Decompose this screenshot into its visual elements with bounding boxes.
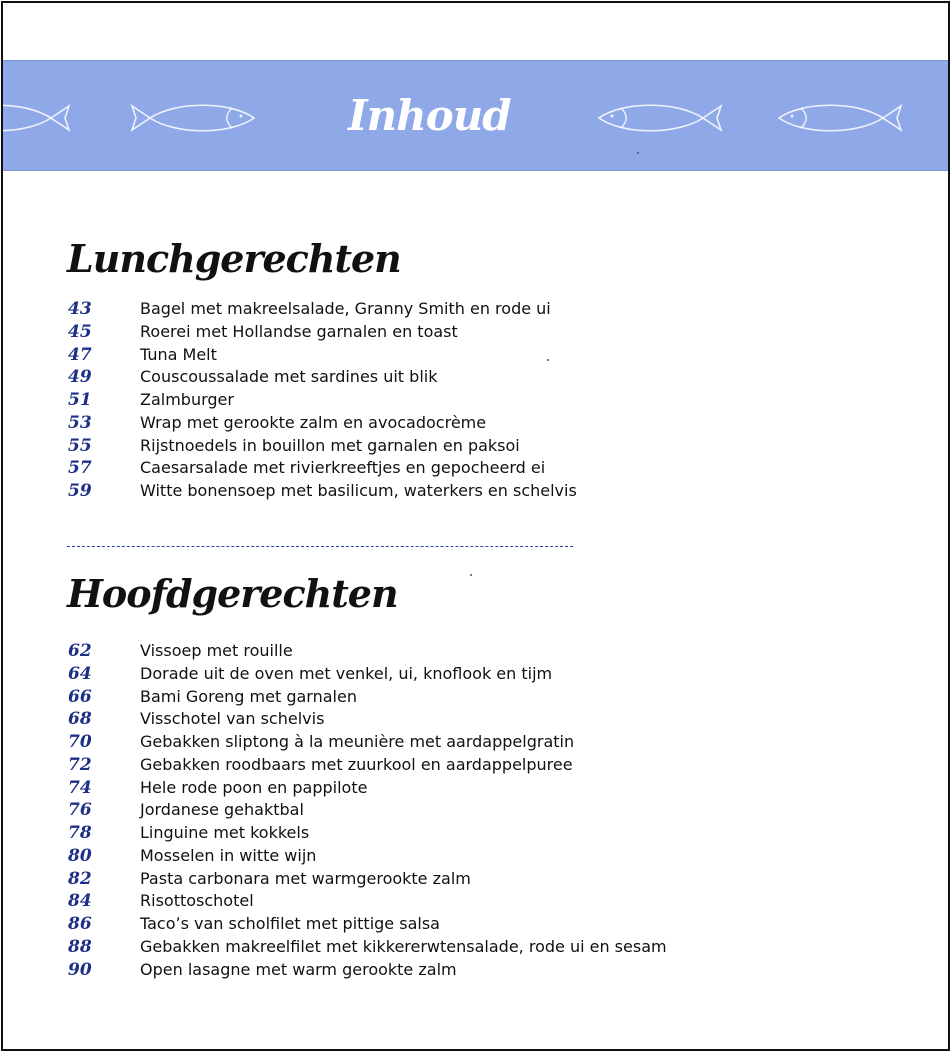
page-number: 84 bbox=[68, 891, 92, 912]
page-number: 43 bbox=[68, 299, 92, 319]
page-number: 72 bbox=[68, 754, 92, 775]
toc-entry[interactable] bbox=[68, 868, 718, 891]
toc-entry[interactable] bbox=[68, 890, 718, 913]
recipe-title: Mosselen in witte wijn bbox=[140, 845, 317, 865]
toc-entry[interactable] bbox=[68, 686, 718, 709]
toc-entry[interactable] bbox=[68, 640, 718, 663]
page-number: 82 bbox=[68, 868, 92, 889]
toc-entry[interactable] bbox=[68, 366, 718, 389]
toc-entry[interactable] bbox=[68, 913, 718, 936]
toc-entry[interactable] bbox=[68, 845, 718, 868]
recipe-title: Vissoep met rouille bbox=[140, 641, 293, 660]
page-number: 49 bbox=[68, 367, 92, 388]
page-number: 59 bbox=[68, 481, 92, 501]
recipe-title: Witte bonensoep met basilicum, waterkers en schelvis bbox=[140, 481, 577, 500]
recipe-title: Dorade uit de oven met venkel, ui, knoflook en tijm bbox=[140, 663, 553, 683]
page-number: 64 bbox=[68, 663, 92, 684]
recipe-title: Roerei met Hollandse garnalen en toast bbox=[140, 321, 458, 341]
recipe-title: Zalmburger bbox=[140, 390, 234, 409]
print-speck bbox=[470, 574, 472, 576]
fish-icon bbox=[128, 99, 258, 137]
toc-entry[interactable] bbox=[68, 731, 718, 754]
page-number: 53 bbox=[68, 412, 92, 433]
toc-entry[interactable] bbox=[68, 298, 718, 321]
page-number: 76 bbox=[68, 800, 92, 821]
recipe-title: Pasta carbonara met warmgerookte zalm bbox=[140, 868, 471, 888]
fish-icon bbox=[775, 99, 905, 137]
lunch-contents-list bbox=[68, 298, 718, 503]
main-contents-list bbox=[68, 640, 718, 981]
recipe-title: Bami Goreng met garnalen bbox=[140, 686, 357, 706]
recipe-title: Wrap met gerookte zalm en avocadocrème bbox=[140, 412, 487, 432]
toc-entry[interactable] bbox=[68, 389, 718, 412]
page-number: 70 bbox=[68, 732, 92, 752]
toc-entry[interactable] bbox=[68, 344, 718, 367]
toc-entry[interactable] bbox=[68, 708, 718, 731]
toc-entry[interactable] bbox=[68, 959, 718, 982]
page-number: 55 bbox=[68, 435, 92, 456]
page-number: 51 bbox=[68, 390, 92, 410]
recipe-title: Linguine met kokkels bbox=[140, 823, 310, 842]
page-number: 66 bbox=[68, 686, 92, 707]
contents-banner bbox=[3, 60, 948, 171]
page-number: 57 bbox=[68, 458, 92, 479]
recipe-title: Jordanese gehaktbal bbox=[140, 800, 304, 820]
recipe-title: Gebakken roodbaars met zuurkool en aardappelpuree bbox=[140, 754, 573, 774]
toc-entry[interactable] bbox=[68, 457, 718, 480]
page-number: 47 bbox=[68, 344, 92, 365]
page-number: 45 bbox=[68, 321, 92, 342]
toc-entry[interactable] bbox=[68, 412, 718, 435]
recipe-title: Couscoussalade met sardines uit blik bbox=[140, 367, 438, 387]
page-title: Inhoud bbox=[348, 91, 511, 140]
section-divider bbox=[67, 546, 573, 547]
section-title-lunch: Lunchgerechten bbox=[67, 236, 401, 281]
page-number: 74 bbox=[68, 777, 92, 798]
page-number: 68 bbox=[68, 709, 92, 730]
page-number: 88 bbox=[68, 936, 92, 957]
toc-entry[interactable] bbox=[68, 754, 718, 777]
toc-entry[interactable] bbox=[68, 435, 718, 458]
page-number: 90 bbox=[68, 959, 92, 980]
toc-entry[interactable] bbox=[68, 321, 718, 344]
recipe-title: Bagel met makreelsalade, Granny Smith en rode ui bbox=[140, 299, 551, 318]
print-speck bbox=[547, 359, 549, 361]
toc-entry[interactable] bbox=[68, 663, 718, 686]
toc-entry[interactable] bbox=[68, 799, 718, 822]
fish-icon bbox=[595, 99, 725, 137]
page-number: 86 bbox=[68, 914, 92, 934]
recipe-title: Caesarsalade met rivierkreeftjes en gepocheerd ei bbox=[140, 458, 546, 478]
recipe-title: Visschotel van schelvis bbox=[140, 709, 325, 729]
cookbook-contents-page bbox=[1, 1, 950, 1051]
fish-icon bbox=[1, 99, 73, 137]
recipe-title: Gebakken makreelfilet met kikkererwtensalade, rode ui en sesam bbox=[140, 936, 667, 956]
recipe-title: Taco’s van scholfilet met pittige salsa bbox=[140, 914, 440, 933]
recipe-title: Hele rode poon en pappilote bbox=[140, 777, 368, 797]
page-number: 78 bbox=[68, 823, 92, 843]
recipe-title: Risottoschotel bbox=[140, 891, 254, 911]
page-number: 62 bbox=[68, 641, 92, 661]
toc-entry[interactable] bbox=[68, 936, 718, 959]
recipe-title: Open lasagne met warm gerookte zalm bbox=[140, 959, 457, 979]
recipe-title: Rijstnoedels in bouillon met garnalen en paksoi bbox=[140, 435, 520, 455]
recipe-title: Tuna Melt bbox=[140, 344, 217, 364]
page-number: 80 bbox=[68, 845, 92, 866]
section-title-main: Hoofdgerechten bbox=[67, 571, 398, 616]
toc-entry[interactable] bbox=[68, 777, 718, 800]
print-speck bbox=[637, 152, 639, 154]
toc-entry[interactable] bbox=[68, 822, 718, 845]
toc-entry[interactable] bbox=[68, 480, 718, 503]
recipe-title: Gebakken sliptong à la meunière met aardappelgratin bbox=[140, 732, 575, 751]
